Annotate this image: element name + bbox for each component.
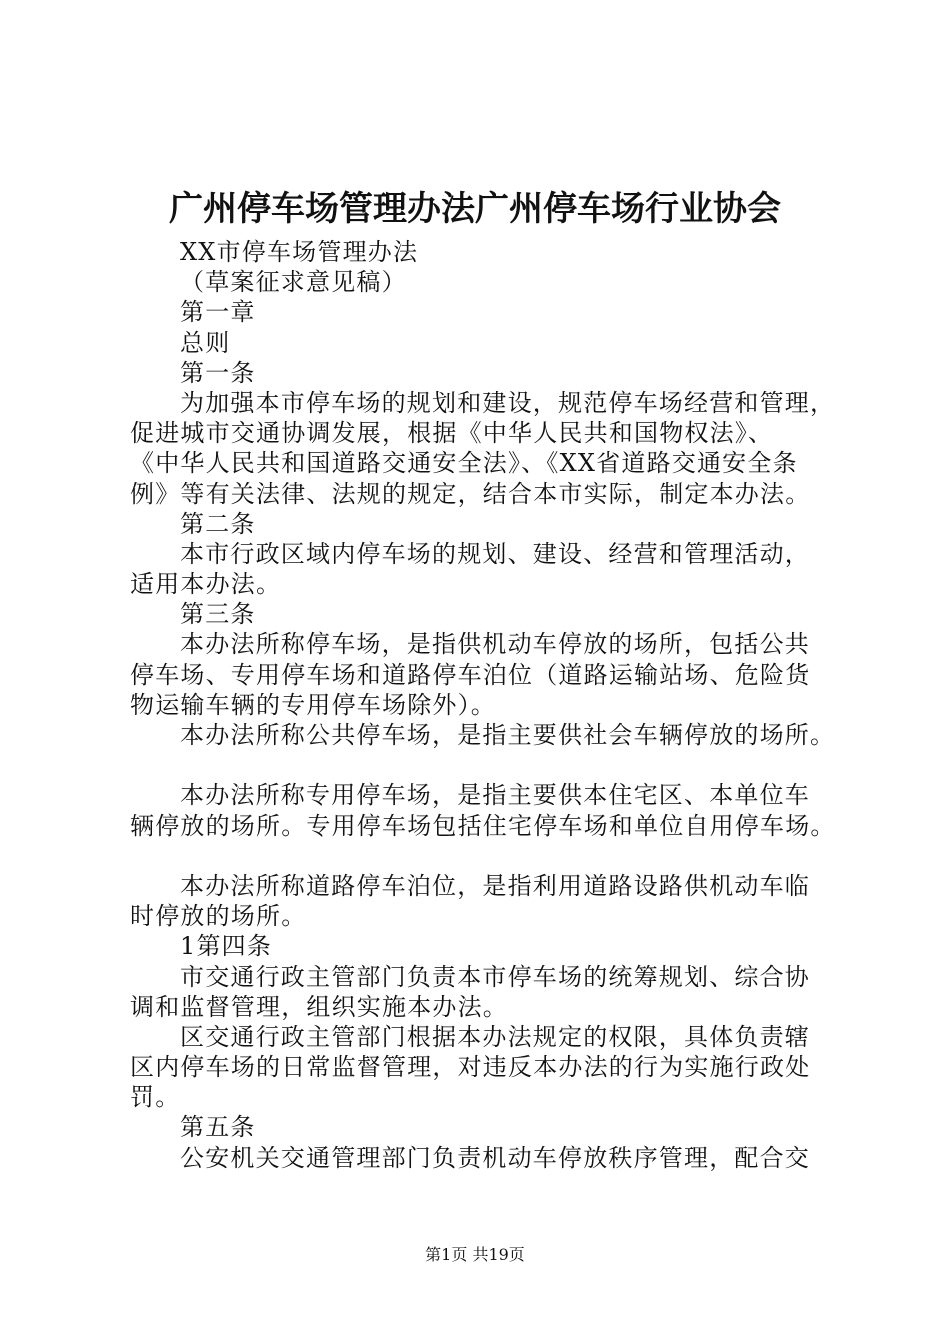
doc-line: 本办法所称专用停车场，是指主要供本住宅区、本单位车 (180, 781, 810, 810)
doc-line: 为加强本市停车场的规划和建设，规范停车场经营和管理， (180, 388, 836, 417)
doc-line: 例》等有关法律、法规的规定，结合本市实际，制定本办法。 (130, 479, 811, 508)
doc-line: 公安机关交通管理部门负责机动车停放秩序管理，配合交 (180, 1143, 810, 1172)
doc-line: 本市行政区域内停车场的规划、建设、经营和管理活动， (180, 539, 810, 568)
blank-line (130, 750, 840, 780)
doc-line: （草案征求意见稿） (180, 268, 407, 297)
doc-line: 市交通行政主管部门负责本市停车场的统筹规划、综合协 (180, 962, 810, 991)
document-body (130, 237, 840, 1173)
blank-line (130, 841, 840, 871)
article-heading: 第二条 (180, 509, 256, 538)
article-heading: 第三条 (180, 600, 256, 629)
doc-line: 辆停放的场所。专用停车场包括住宅停车场和单位自用停车场。 (130, 811, 836, 840)
article-heading: 1第四条 (180, 932, 273, 961)
document-title: 广州停车场管理办法广州停车场行业协会 (169, 189, 781, 229)
doc-line: 区内停车场的日常监督管理，对违反本办法的行为实施行政处 (130, 1053, 811, 1082)
article-heading: 第五条 (180, 1113, 256, 1142)
doc-line: 本办法所称道路停车泊位，是指利用道路设路供机动车临 (180, 871, 810, 900)
doc-line: 时停放的场所。 (130, 902, 307, 931)
doc-line: 适用本办法。 (130, 570, 282, 599)
doc-line: XX市停车场管理办法 (180, 238, 419, 266)
doc-line: 物运输车辆的专用停车场除外）。 (130, 690, 496, 719)
doc-line: 罚。 (130, 1083, 181, 1112)
chapter-heading: 第一章 (180, 298, 256, 327)
page-footer: 第1页 共19页 (425, 1245, 525, 1264)
doc-line: 本办法所称停车场，是指供机动车停放的场所，包括公共 (180, 630, 810, 659)
chapter-title: 总则 (180, 328, 231, 357)
doc-line: 停车场、专用停车场和道路停车泊位（道路运输站场、危险货 (130, 660, 811, 689)
doc-line: 《中华人民共和国道路交通安全法》、《XX省道路交通安全条 (130, 449, 798, 478)
doc-line: 促进城市交通协调发展，根据《中华人民共和国物权法》、 (130, 419, 774, 448)
doc-line: 调和监督管理，组织实施本办法。 (130, 992, 508, 1021)
article-heading: 第一条 (180, 358, 256, 387)
doc-line: 本办法所称公共停车场，是指主要供社会车辆停放的场所。 (180, 721, 836, 749)
doc-line: 区交通行政主管部门根据本办法规定的权限，具体负责辖 (180, 1022, 810, 1051)
